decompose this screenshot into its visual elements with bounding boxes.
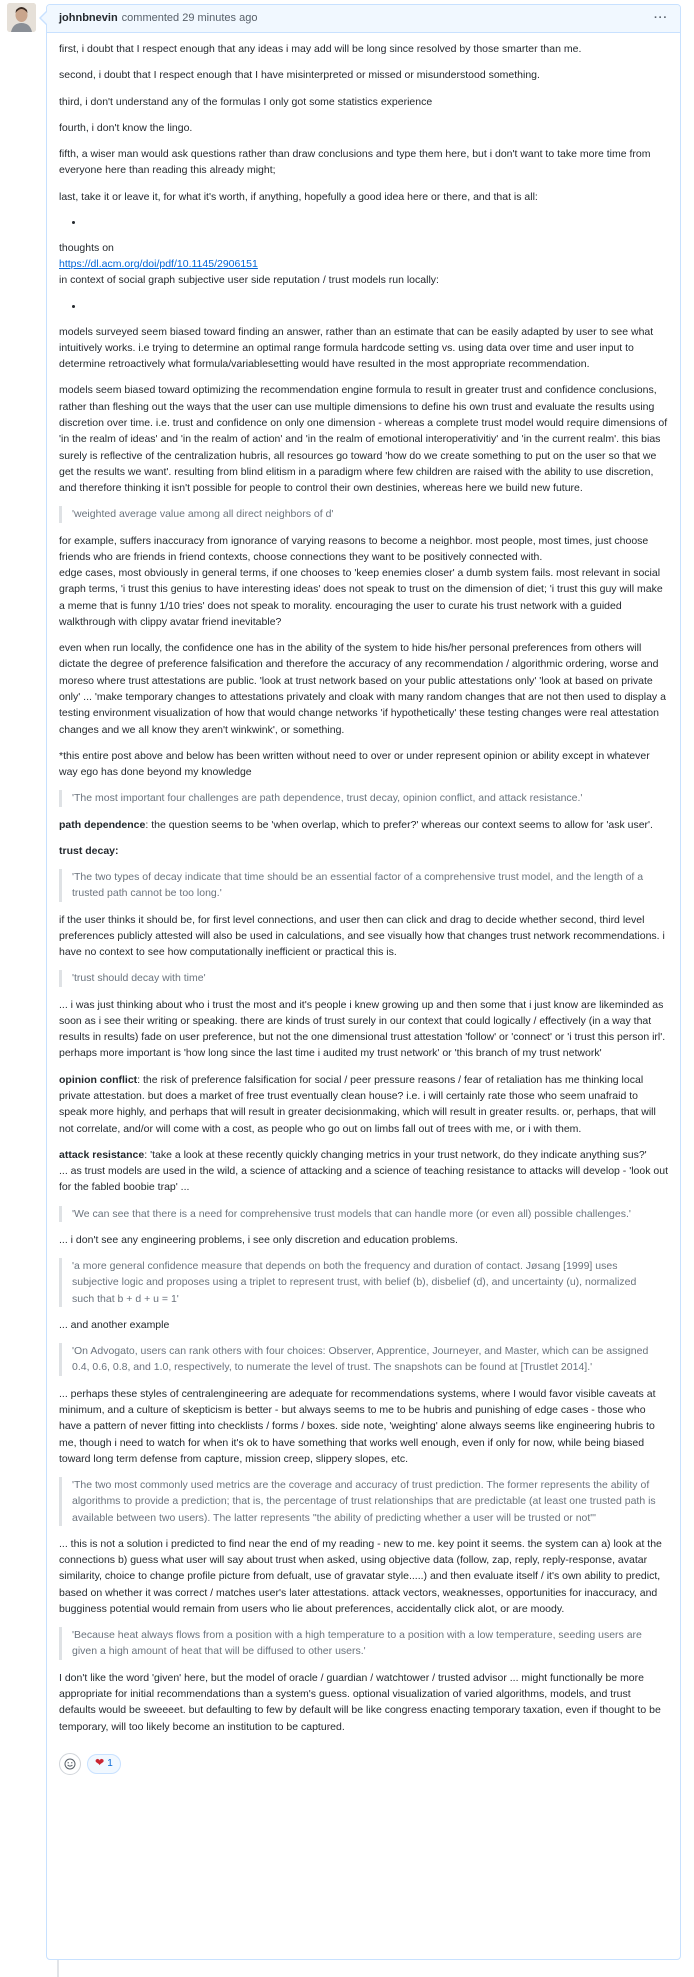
paragraph bbox=[59, 1147, 668, 1196]
paragraph: ... i don't see any engineering problems, i see only discretion and education problems. bbox=[59, 1233, 458, 1246]
paragraph: models seem biased toward optimizing the recommendation engine formula to result in greater trust and confidence conclusions, rather than fleshing out the ways that the user can use multiple dimensions to define his own trust and evaluate the results using discretion over time. i.e. trust and confidence on only one dimension - whereas a complete trust model would require dimensions of 'in the realm of ideas' and 'in the realm of action' and 'in the realm of emotional interoperativitiy' and 'in the current realm'. this bias surely is reflective of the centralization hubris, all resources go toward 'how do we create something to put on the user so that we get the results we want'. resulting from blind elitism in a paradigm where few children are raised with the ability to use discretion, and therefore thinking it isn't possible for people to control their own destinies, whereas here we build new future. bbox=[59, 384, 668, 495]
reactions-bar bbox=[47, 1745, 680, 1775]
comment-time[interactable]: 29 minutes ago bbox=[182, 11, 258, 24]
paper-link[interactable]: https://dl.acm.org/doi/pdf/10.1145/2906151 bbox=[59, 258, 258, 271]
paragraph: ... i was just thinking about who i trust the most and it's people i knew growing up and then some that i just know are likeminded as soon as i see their writing or speaking. there are kinds of trust surely in our context that could logically / effectively (in a way that results in results) fade on user preference, but not the one dimensional trust attestation 'follow' or 'connect' or 'i trust this person irl'. perhaps more important is 'how long since the last time i audited my trust network' or 'this branch of my trust network' bbox=[59, 998, 666, 1060]
comment-body bbox=[47, 33, 680, 1735]
paragraph-text: : the risk of preference falsification for social / peer pressure reasons / fear of retaliation has me thinking local private attestation. but does a market of free trust eventually clean house? i.e. i will certainly rate those who seem unafraid to speak more highly, and perhaps that will result in greater decisionmaking, which will result in greater results. or, perhaps, that will not correlate, and/or will come with a cost, as people who go out on limbs fall out of trees with me, or i with them. bbox=[59, 1073, 656, 1135]
comment-menu-button[interactable]: ··· bbox=[654, 11, 668, 24]
add-reaction-button[interactable] bbox=[59, 1753, 81, 1775]
avatar[interactable] bbox=[7, 3, 36, 32]
paragraph: even when run locally, the confidence one has in the ability of the system to hide his/her personal preferences from others will dictate the degree of preference falsification and therefore the accuracy of any recommendation / algorithmic ordering, worse and moreso where trust attestations are public. 'look at trust network based on your public attestations only' 'look at based on private only' ... 'make temporary changes to attestations privately and cloak with many random changes that are not then used to display a testing environment visualization of how that would change networks 'if hypothetically' these testing changes were real attestation changes and we all know they aren't winkwink', or something. bbox=[59, 642, 666, 736]
heading-path-dependence: path dependence bbox=[59, 818, 146, 831]
blockquote: 'a more general confidence measure that depends on both the frequency and duration of contact. Jøsang [1999] uses subjective logic and proposes using a triplet to represent trust, with belief (b), disbelief (d), and uncertainty (u), normalized such that b + d + u = 1' bbox=[59, 1258, 668, 1307]
paragraph: *this entire post above and below has been written without need to over or under represent opinion or ability except in whatever way ego has done beyond my knowledge bbox=[59, 749, 650, 779]
paragraph: if the user thinks it should be, for first level connections, and user then can click and drag to decide whether second, third level preferences publicly attested will also be used in calculations, and see visually how that changes trust network recommendations. i have no context to see how computationally inefficient or practical this is. bbox=[59, 913, 665, 959]
paragraph bbox=[59, 240, 668, 289]
list-item bbox=[85, 299, 668, 314]
blockquote: 'On Advogato, users can rank others with four choices: Observer, Apprentice, Journeyer, and Master, which can be assigned 0.4, 0.6, 0.8, and 1.0, respectively, to numerate the level of trust. The snapshots can be found at [Trustlet 2014].' bbox=[59, 1343, 668, 1376]
blockquote: 'The two types of decay indicate that time should be an essential factor of a comprehensive trust model, and the length of a trusted path cannot be too long.' bbox=[59, 869, 668, 902]
blockquote: 'Because heat always flows from a position with a high temperature to a position with a low temperature, seeding users are given a high amount of heat that will be diffused to other users.' bbox=[59, 1627, 668, 1660]
paragraph bbox=[59, 817, 668, 833]
blockquote: 'trust should decay with time' bbox=[59, 970, 668, 986]
paragraph-text: edge cases, most obviously in general terms, if one chooses to 'keep enemies closer' a dumb system fails. most relevant in social graph terms, 'i trust this genius to have interesting ideas' does not speak to trust on the dimension of diet; 'i trust this guy will make a meme that is funny 1/10 tries' does not speak to morality. encouraging the user to curate his trust network with a guided walkthrough with clippy avatar friend inevitable? bbox=[59, 567, 663, 628]
comment-box bbox=[46, 4, 681, 1960]
smiley-icon bbox=[64, 1758, 76, 1770]
heading-attack-resistance: attack resistance bbox=[59, 1148, 145, 1161]
paragraph: first, i doubt that I respect enough that any ideas i may add will be long since resolved by those smarter than me. bbox=[59, 43, 582, 55]
context-text: in context of social graph subjective user side reputation / trust models run locally: bbox=[59, 274, 439, 287]
paragraph bbox=[59, 533, 668, 631]
comment-arrow-inner bbox=[41, 12, 47, 24]
heart-icon: ❤ bbox=[95, 1757, 105, 1770]
paragraph: ... perhaps these styles of centralengineering are adequate for recommendations systems, where I would favor visible caveats at minimum, and a culture of skepticism is better - but always seems to me to be hubris and punishing of edge cases - those who have a pattern of never fitting into checklists / forms / boxes. side note, 'weighting' alone always seems like engineering hubris to me, though i need to watch for when it's ok to have something that works well enough, even if only for now, while being biased toward long term defense from capture, mission creep, slippery slopes, etc. bbox=[59, 1387, 656, 1465]
heading-colon: : bbox=[115, 844, 119, 857]
paragraph: last, take it or leave it, for what it's worth, if anything, hopefully a good idea here or there, and that is all: bbox=[59, 190, 538, 203]
paragraph-text: ... as trust models are used in the wild, a science of attacking and a science of teaching resistance to attacks will develop - 'look out for the fabled boobie trap' ... bbox=[59, 1165, 668, 1194]
heading-opinion-conflict: opinion conflict bbox=[59, 1073, 138, 1086]
paragraph: ... this is not a solution i predicted to find near the end of my reading - new to me. key point it seems. the system can a) look at the connections b) guess what user will say about trust when asked, using objective data (follow, zap, reply, reply-response, avatar similarity, choice to change profile picture from defualt, use of gravatar style.....) and then evaluate itself / it's own ability to predict, based on whether it was correct / matches user's later attestations. attack vectors, weaknesses, opportunities for inaccuracy, and bugginess potential would remain from users who lie about preferences, accidentally click alot, or are moody. bbox=[59, 1537, 662, 1615]
avatar-photo bbox=[7, 3, 36, 32]
heart-reaction-button[interactable] bbox=[87, 1754, 121, 1774]
list-item bbox=[85, 215, 668, 230]
paragraph: fourth, i don't know the lingo. bbox=[59, 121, 193, 134]
blockquote: 'The most important four challenges are path dependence, trust decay, opinion conflict, and attack resistance.' bbox=[59, 790, 668, 806]
bullet-list bbox=[59, 299, 668, 314]
blockquote: 'We can see that there is a need for comprehensive trust models that can handle more (or even all) possible challenges.' bbox=[59, 1206, 668, 1222]
blockquote: 'The two most commonly used metrics are the coverage and accuracy of trust prediction. The former represents the ability of algorithms to provide a prediction; that is, the percentage of trust relationships that are predictable (at least one trusted path is available between two users). The latter represents "the ability of predicting whether a user will be trusted or not"' bbox=[59, 1477, 668, 1526]
paragraph bbox=[59, 843, 668, 859]
paragraph: fifth, a wiser man would ask questions rather than draw conclusions and type them here, but i don't want to take more time from everyone here than reading this already might; bbox=[59, 148, 651, 177]
bullet-list bbox=[59, 215, 668, 230]
comment-author[interactable]: johnbnevin bbox=[59, 11, 118, 24]
paragraph: models surveyed seem biased toward finding an answer, rather than an estimate that can be easily adapted by user to see what intuitively works. i.e trying to determine an optimal range formula hardcode setting vs. using data over time and user input to determine retroactively what formula/variablesetting would have resulted in the most appropriate recommendation. bbox=[59, 325, 654, 371]
paragraph-text: : 'take a look at these recently quickly changing metrics in your trust network, do they indicate anything sus?' bbox=[144, 1148, 647, 1161]
thoughts-on-text: thoughts on bbox=[59, 241, 114, 254]
paragraph: second, i doubt that I respect enough that I have misinterpreted or missed or misunderstood something. bbox=[59, 69, 540, 82]
comment-action: commented bbox=[121, 11, 180, 24]
paragraph: ... and another example bbox=[59, 1318, 170, 1331]
paragraph: I don't like the word 'given' here, but the model of oracle / guardian / watchtower / trusted advisor ... might functionally be more appropriate for initial recommendations than a system's guess. optional visualization of varied algorithms, models, and trust defaults would be sweeeet. but defaulting to few by default will be like congress enacting temporary taxation, even if thought to be temporary, will too likely become an institution to be captured. bbox=[59, 1671, 661, 1733]
paragraph: third, i don't understand any of the formulas I only got some statistics experience bbox=[59, 95, 433, 108]
heart-count: 1 bbox=[107, 1758, 113, 1770]
heading-trust-decay: trust decay bbox=[59, 844, 116, 857]
paragraph-text: : the question seems to be 'when overlap, which to prefer?' whereas our context seems to allow for 'ask user'. bbox=[145, 818, 653, 831]
blockquote: 'weighted average value among all direct neighbors of d' bbox=[59, 506, 668, 522]
paragraph bbox=[59, 1072, 668, 1137]
paragraph-text: for example, suffers inaccuracy from ignorance of varying reasons to become a neighbor. most people, most times, just choose friends who are friends in friend contexts, choose connections they want to be positively connected with. bbox=[59, 534, 649, 563]
comment-header bbox=[47, 5, 680, 33]
